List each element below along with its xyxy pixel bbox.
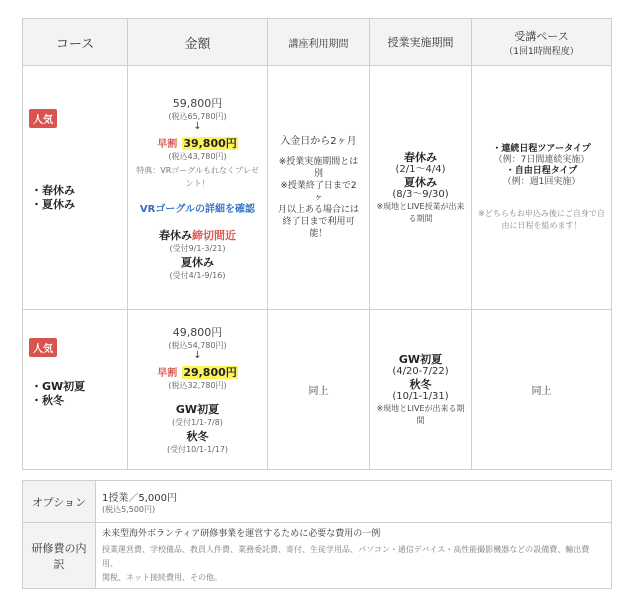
price-cell	[128, 310, 268, 470]
impl-date: (2/1〜4/4)	[395, 163, 446, 175]
course-name: ・春休み	[31, 184, 75, 197]
original-price-tax: (税込65,780円)	[168, 111, 227, 121]
gift-note	[128, 164, 267, 190]
period-line: ※授業実施期間とは	[278, 156, 359, 167]
price-cell	[128, 66, 268, 310]
period-text	[268, 136, 369, 240]
deadline-label: 締切間近	[192, 228, 236, 242]
pace-cell	[472, 66, 612, 310]
season-name: GW初夏	[175, 403, 220, 416]
impl-date: (10/1-1/31)	[392, 390, 449, 402]
course-name: ・夏休み	[31, 198, 75, 211]
option-tax: (税込5,500円)	[102, 504, 156, 514]
pace-same: 同上	[531, 386, 552, 397]
period-same: 同上	[308, 386, 329, 397]
period-line: ※授業終了日まで2ヶ	[280, 180, 357, 203]
pace-note-line: 由に日程を組めます！	[501, 220, 582, 230]
fee-detail-line: 授業運営費、学校備品、教員人件費、業務委託費、寄付、生徒学用品、パソコン・通信デバイス・高性能撮影機器などの設備費、輸出費用、	[102, 545, 590, 568]
option-row	[23, 481, 612, 523]
fee-value-cell	[96, 523, 612, 589]
period-line: 終了日まで利用可	[282, 216, 355, 227]
course-name: ・GW初夏	[31, 380, 86, 393]
early-price-tax: (税込32,780円)	[168, 381, 227, 390]
period-line: 月以上ある場合には	[277, 204, 359, 215]
option-label: オプション	[23, 481, 96, 523]
table-header-row	[23, 19, 612, 66]
impl-note-line: ※現地とLIVEが出来る期	[376, 403, 465, 413]
period-line: 能！	[309, 228, 328, 239]
table-row	[23, 310, 612, 470]
popular-badge: 人気	[29, 109, 57, 128]
header-impl: 授業実施期間	[370, 19, 472, 66]
pace-note	[472, 208, 611, 232]
arrow-down-icon: ↓	[193, 350, 202, 361]
impl-note	[370, 403, 471, 427]
course-names	[31, 380, 85, 408]
early-price-tax: (税込43,780円)	[168, 151, 227, 161]
impl-season: 夏休み	[404, 175, 437, 189]
season-label: 春休み	[159, 228, 192, 242]
impl-season: 秋冬	[409, 377, 432, 391]
early-label: 早割	[157, 138, 178, 150]
period-line: 別	[313, 168, 323, 179]
original-price-tax: (税込54,780円)	[168, 341, 227, 350]
pace-type: ・連続日程ツアータイプ	[492, 143, 591, 154]
season-name	[128, 227, 267, 243]
season-name: 夏休み	[181, 255, 214, 269]
fee-label-line: 訳	[53, 557, 65, 571]
impl-date: (4/20-7/22)	[392, 365, 449, 377]
header-pace-sub: （1回1時間程度）	[504, 46, 579, 57]
header-pace	[472, 19, 612, 66]
arrow-down-icon: ↓	[193, 120, 202, 132]
impl-cell	[370, 66, 472, 310]
original-price: 59,800円	[172, 96, 223, 110]
impl-note-line: ※現地とLIVE授業が出来	[376, 201, 465, 211]
pace-note-line: ※どちらもお申込み後にご自身で自	[478, 208, 605, 218]
fee-detail	[102, 543, 605, 585]
period-cell	[268, 310, 370, 470]
season-accept: (受付10/1-1/17)	[166, 445, 229, 454]
period-line	[276, 148, 361, 156]
gift-note-line: ント！	[185, 178, 210, 188]
impl-season: GW初夏	[398, 352, 443, 366]
table-row	[23, 66, 612, 310]
course-cell	[23, 66, 128, 310]
gift-note-line: 特典：VRゴーグルもれなくプレゼ	[136, 165, 259, 175]
fee-title: 未来型海外ボランティア研修事業を運営するために必要な費用の一例	[102, 529, 381, 539]
course-name: ・秋冬	[31, 394, 64, 407]
pace-type: ・自由日程タイプ	[505, 165, 578, 176]
options-table	[22, 480, 612, 589]
impl-cell	[370, 310, 472, 470]
season-name: 秋冬	[186, 430, 209, 443]
impl-note-line: る期間	[408, 213, 433, 223]
early-label: 早割	[157, 368, 178, 379]
period-line: 入金日から2ヶ月	[280, 135, 357, 147]
header-pace-label: 受講ペース	[514, 29, 569, 43]
fee-row	[23, 523, 612, 589]
original-price: 49,800円	[172, 326, 223, 339]
course-cell	[23, 310, 128, 470]
header-period: 講座利用期間	[268, 19, 370, 66]
impl-date: (8/3〜9/30)	[392, 188, 449, 200]
impl-season: 春休み	[404, 150, 437, 164]
header-price: 金額	[128, 19, 268, 66]
fee-detail-line: 関税、ネット接続費用、その他。	[102, 573, 222, 582]
impl-note	[370, 201, 471, 225]
pace-example: （例：7日間連続実施）	[493, 154, 590, 165]
season-accept: (受付4/1-9/16)	[169, 270, 226, 280]
season-accept: (受付9/1-3/21)	[169, 243, 226, 253]
vr-goggle-details-link[interactable]: VRゴーグルの詳細を確認	[139, 203, 256, 215]
option-value: 1授業／5,000円	[102, 492, 177, 504]
early-price: 29,800円	[183, 366, 237, 379]
pace-example: （例：週1回実施）	[502, 176, 581, 187]
header-course: コース	[23, 19, 128, 66]
course-table	[22, 18, 612, 470]
popular-badge: 人気	[29, 338, 57, 357]
fee-label-line: 研修費の内	[31, 541, 87, 555]
impl-note-line: 間	[416, 415, 425, 425]
fee-label	[23, 523, 96, 589]
option-value-cell	[96, 481, 612, 523]
season-accept: (受付1/1-7/8)	[172, 418, 223, 427]
period-cell	[268, 66, 370, 310]
early-price: 39,800円	[183, 136, 237, 150]
pace-cell	[472, 310, 612, 470]
course-names	[31, 184, 75, 212]
